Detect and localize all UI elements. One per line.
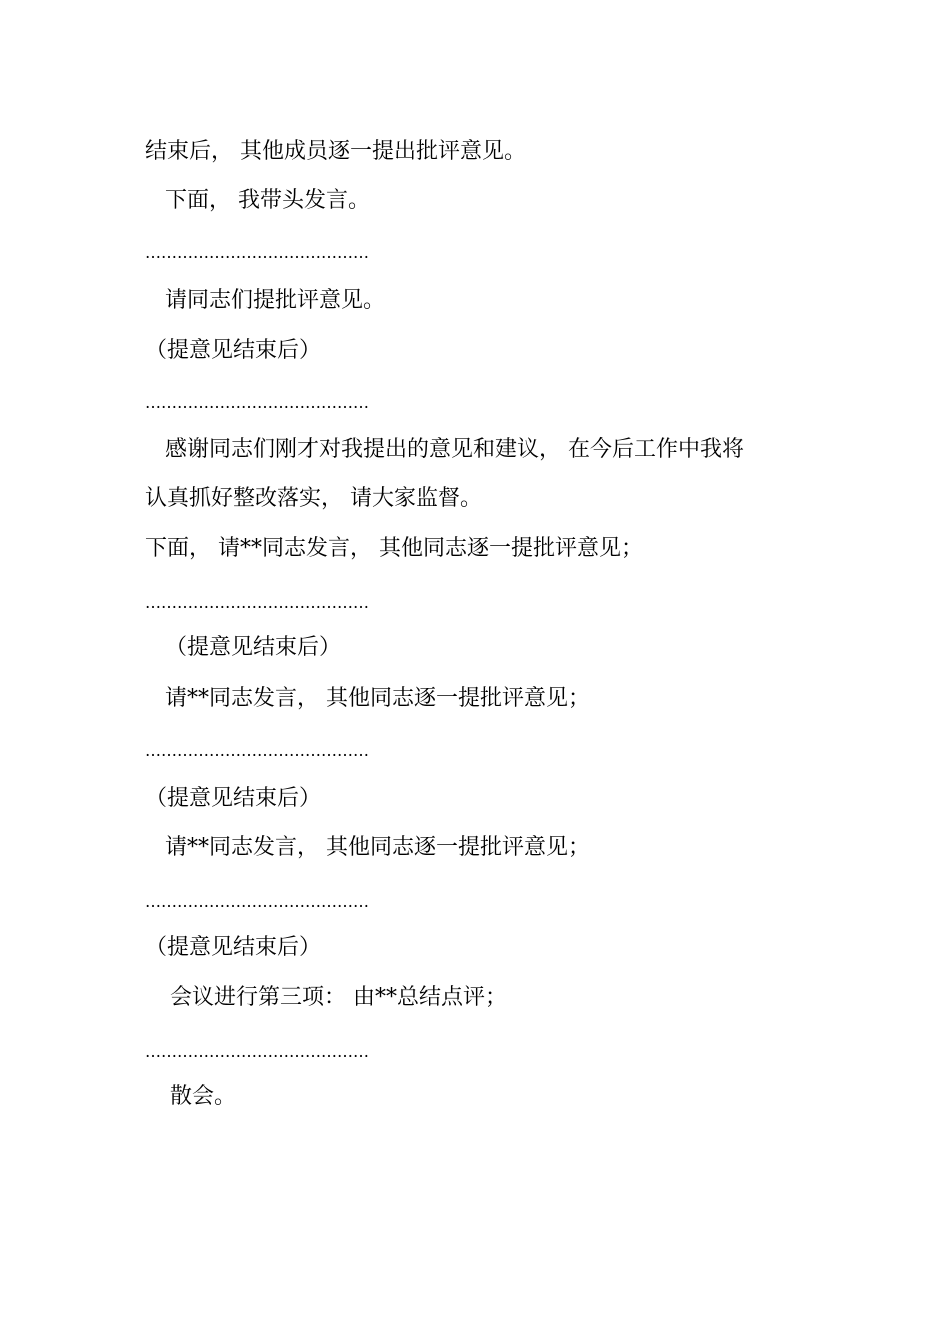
dotted-separator: …………………………………… bbox=[145, 243, 369, 262]
text-line: 请**同志发言， 其他同志逐一提批评意见； bbox=[165, 835, 590, 860]
text-line: 散会。 bbox=[170, 1084, 237, 1109]
dotted-separator: …………………………………… bbox=[145, 741, 369, 760]
text-line: 下面， 我带头发言。 bbox=[165, 188, 370, 213]
text-line: 结束后， 其他成员逐一提出批评意见。 bbox=[145, 139, 526, 164]
text-line: 会议进行第三项： 由**总结点评； bbox=[170, 985, 507, 1010]
dotted-separator: …………………………………… bbox=[145, 593, 369, 612]
dotted-separator: …………………………………… bbox=[145, 892, 369, 911]
dotted-separator: …………………………………… bbox=[145, 393, 369, 412]
text-line: （提意见结束后） bbox=[145, 935, 322, 960]
dotted-separator: …………………………………… bbox=[145, 1042, 369, 1061]
text-line: （提意见结束后） bbox=[145, 338, 322, 363]
text-line: 下面， 请**同志发言， 其他同志逐一提批评意见； bbox=[145, 536, 643, 561]
text-line: 感谢同志们刚才对我提出的意见和建议， 在今后工作中我将 bbox=[165, 437, 744, 462]
text-line: 请同志们提批评意见。 bbox=[165, 288, 386, 313]
text-line: 认真抓好整改落实， 请大家监督。 bbox=[145, 486, 482, 511]
text-line: 请**同志发言， 其他同志逐一提批评意见； bbox=[165, 686, 590, 711]
text-line: （提意见结束后） bbox=[165, 635, 342, 660]
text-line: （提意见结束后） bbox=[145, 786, 322, 811]
